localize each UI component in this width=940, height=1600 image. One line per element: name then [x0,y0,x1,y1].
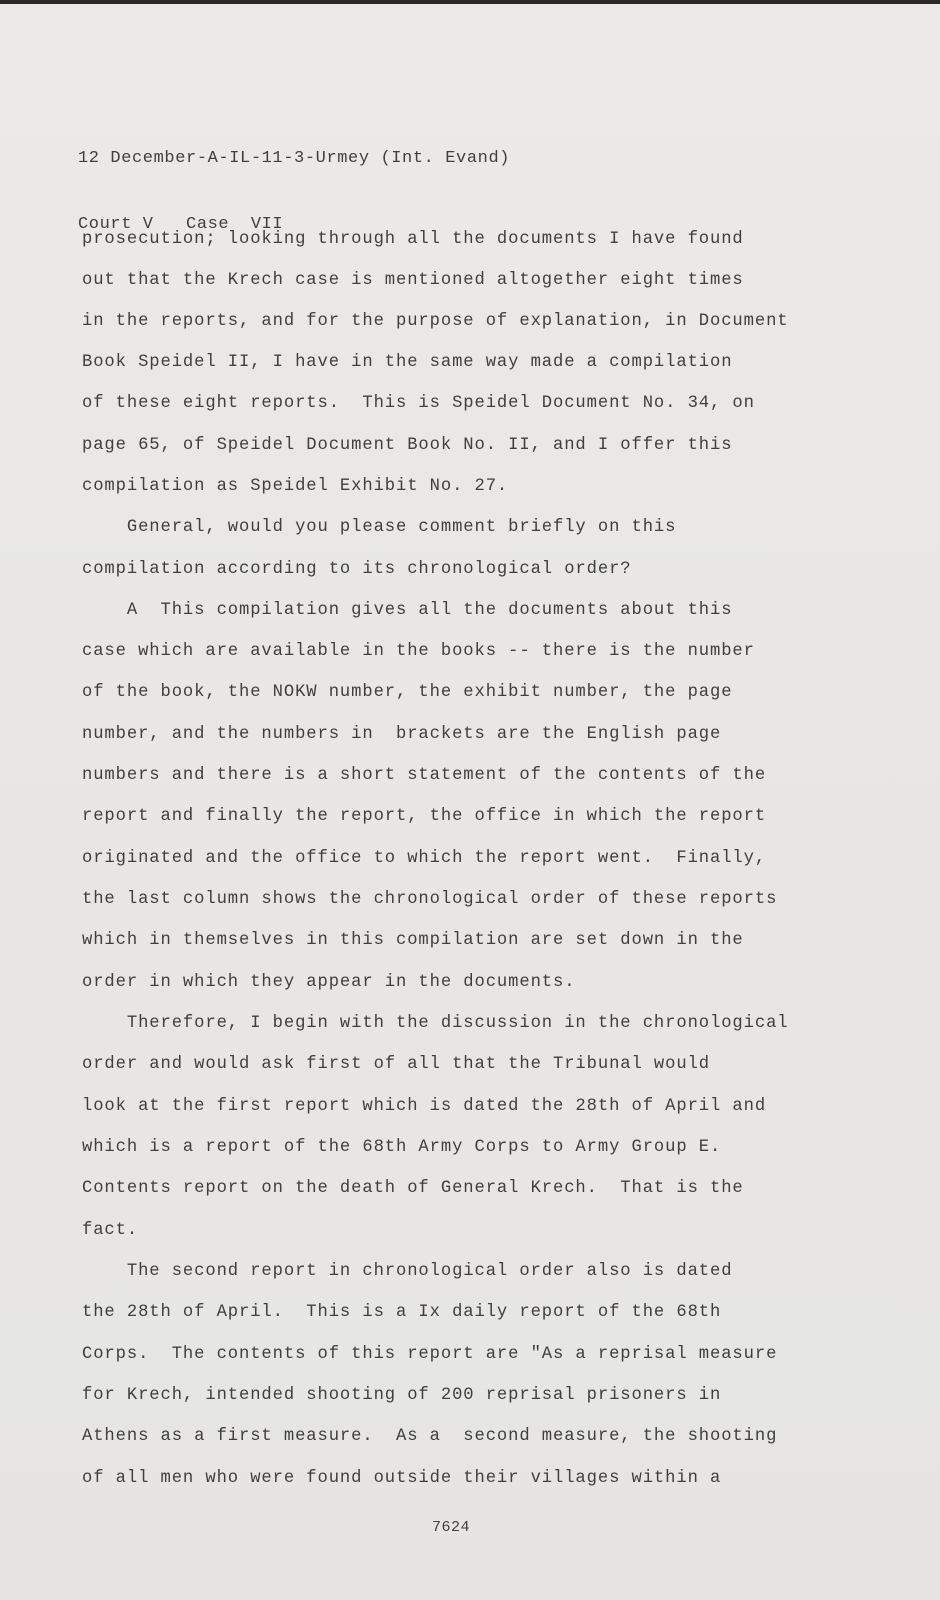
text-line: order and would ask first of all that the Tribunal would [82,1055,710,1074]
text-line: which in themselves in this compilation are set down in the [82,931,744,950]
page-number: 7624 [432,1519,471,1536]
text-line: page 65, of Speidel Document Book No. II, and I offer this [82,436,733,455]
text-line: of all men who were found outside their villages within a [82,1469,722,1488]
text-line: order in which they appear in the documents. [82,973,576,992]
text-line: number, and the numbers in brackets are the English page [82,725,722,744]
text-line: in the reports, and for the purpose of explanation, in Document [82,312,789,331]
text-line: look at the first report which is dated the 28th of April and [82,1097,767,1116]
text-line: originated and the office to which the report went. Finally, [82,849,767,868]
text-line: Corps. The contents of this report are "As a reprisal measure [82,1345,778,1364]
document-header [78,104,510,280]
text-line: out that the Krech case is mentioned altogether eight times [82,271,744,290]
text-line: the 28th of April. This is a Ix daily report of the 68th [82,1303,722,1322]
text-line: of these eight reports. This is Speidel Document No. 34, on [82,394,755,413]
text-line: report and finally the report, the office in which the report [82,807,767,826]
text-line: which is a report of the 68th Army Corps to Army Group E. [82,1138,722,1157]
text-line: Contents report on the death of General Krech. That is the [82,1179,744,1198]
text-line: of the book, the NOKW number, the exhibit number, the page [82,683,733,702]
text-line: numbers and there is a short statement of the contents of the [82,766,767,785]
text-line: Athens as a first measure. As a second measure, the shooting [82,1427,778,1446]
text-line: compilation according to its chronological order? [82,560,632,579]
text-line: compilation as Speidel Exhibit No. 27. [82,477,509,496]
text-line: The second report in chronological order also is dated [82,1262,733,1281]
header-line-1: 12 December-A-IL-11-3-Urmey (Int. Evand) [78,149,511,168]
text-line: A This compilation gives all the documents about this [82,601,733,620]
text-line: Therefore, I begin with the discussion in the chronological [82,1014,789,1033]
text-line: General, would you please comment briefly on this [82,518,677,537]
page-top-edge [0,0,940,4]
text-line: case which are available in the books -- there is the number [82,642,755,661]
text-line: Book Speidel II, I have in the same way made a compilation [82,353,733,372]
text-line: for Krech, intended shooting of 200 reprisal prisoners in [82,1386,722,1405]
text-line: fact. [82,1221,139,1240]
text-line: prosecution; looking through all the documents I have found [82,230,744,249]
text-line: the last column shows the chronological order of these reports [82,890,778,909]
header-line-2: Court V Case VII [78,215,284,234]
